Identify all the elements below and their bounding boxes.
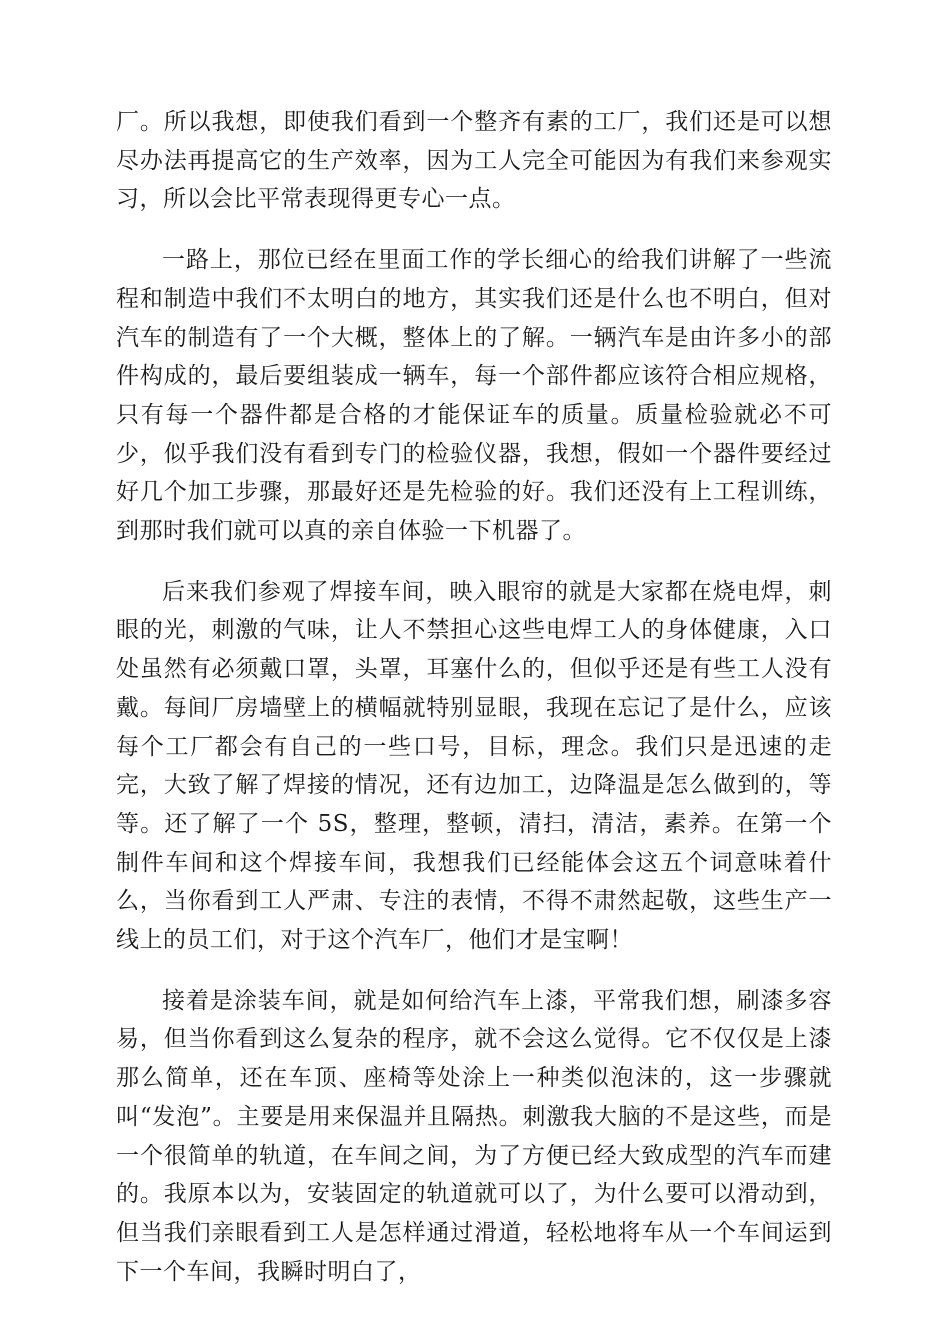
- paragraph-guided-tour: 一路上，那位已经在里面工作的学长细心的给我们讲解了一些流程和制造中我们不太明白的地方，其实我们还是什么也不明白，但对汽车的制造有了一个大概，整体上的了解。一辆汽车是由许多小的部件构成的，最后要组装成一辆车，每一个部件都应该符合相应规格，只有每一个器件都是合格的才能保证车的质量。质量检验就必不可少，似乎我们没有看到专门的检验仪器，我想，假如一个器件要经过好几个加工步骤，那最好还是先检验的好。我们还没有上工程训练，到那时我们就可以真的亲自体验一下机器了。: [116, 247, 832, 545]
- document-body: [116, 103, 832, 1291]
- paragraph-continuation: 厂。所以我想，即使我们看到一个整齐有素的工厂，我们还是可以想尽办法再提高它的生产效率，因为工人完全可能因为有我们来参观实习，所以会比平常表现得更专心一点。: [116, 109, 832, 213]
- paragraph-painting-workshop: 接着是涂装车间，就是如何给汽车上漆，平常我们想，刷漆多容易，但当你看到这么复杂的程序，就不会这么觉得。它不仅仅是上漆那么简单，还在车顶、座椅等处涂上一种类似泡沫的，这一步骤就叫“发泡”。主要是用来保温并且隔热。刺激我大脑的不是这些，而是一个很简单的轨道，在车间之间，为了方便已经大致成型的汽车而建的。我原本以为，安装固定的轨道就可以了，为什么要可以滑动到，但当我们亲眼看到工人是怎样通过滑道，轻松地将车从一个车间运到下一个车间，我瞬时明白了，: [116, 987, 832, 1285]
- paragraph-welding-workshop: 后来我们参观了焊接车间，映入眼帘的就是大家都在烧电焊，刺眼的光，刺激的气味，让人不禁担心这些电焊工人的身体健康，入口处虽然有必须戴口罩，头罩，耳塞什么的，但似乎还是有些工人没有戴。每间厂房墙壁上的横幅就特别显眼，我现在忘记了是什么，应该每个工厂都会有自己的一些口号，目标，理念。我们只是迅速的走完，大致了解了焊接的情况，还有边加工，边降温是怎么做到的，等等。还了解了一个 5S，整理，整顿，清扫，清洁，素养。在第一个制件车间和这个焊接车间，我想我们已经能体会这五个词意味着什么，当你看到工人严肃、专注的表情，不得不肃然起敬，这些生产一线上的员工们，对于这个汽车厂，他们才是宝啊！: [116, 578, 832, 954]
